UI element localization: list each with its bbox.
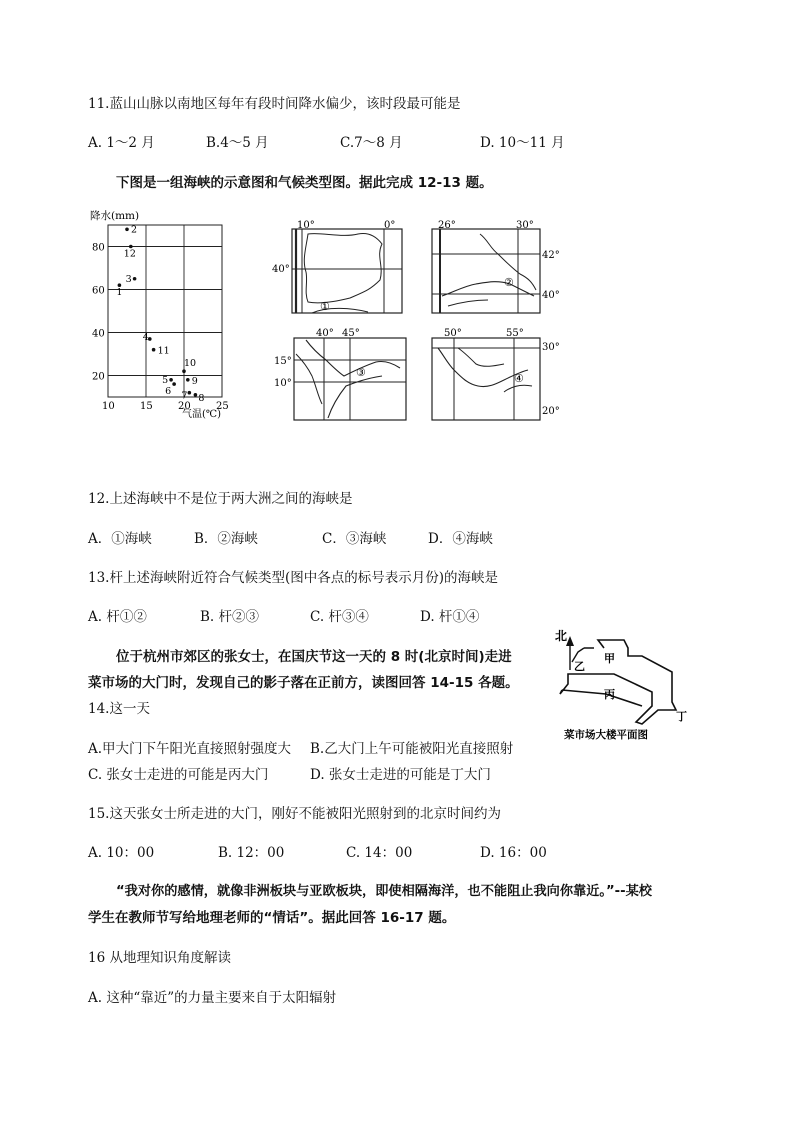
strait-map-4 xyxy=(418,324,568,424)
q13-option-c: C. 杆③④ xyxy=(310,609,369,625)
chart-point-label-8: 8 xyxy=(198,392,205,404)
intro-12-13: 下图是一组海峡的示意图和气候类型图。据此完成 12-13 题。 xyxy=(116,175,493,191)
label-ding: 丁 xyxy=(676,710,687,723)
q12-stem: 12.上述海峡中不是位于两大洲之间的海峡是 xyxy=(88,491,353,507)
map1-label-top-0: 10° xyxy=(297,220,315,231)
chart-point-label-3: 3 xyxy=(125,273,132,285)
q14-option-b: B.乙大门上午可能被阳光直接照射 xyxy=(310,741,514,757)
chart-x-tick-label: 15 xyxy=(140,401,153,412)
q16-stem: 16 从地理知识角度解读 xyxy=(88,950,231,966)
chart-point-label-4: 4 xyxy=(142,331,149,343)
map2-label-side-1: 40° xyxy=(542,290,560,301)
q13-option-d: D. 杆①④ xyxy=(420,609,480,625)
chart-point-month-11 xyxy=(152,348,156,352)
q15-stem: 15.这天张女士所走进的大门，刚好不能被阳光照射到的北京时间约为 xyxy=(88,806,501,822)
chart-point-month-5 xyxy=(169,378,173,382)
label-bing: 丙 xyxy=(604,688,615,701)
chart-ylabel: 降水(mm) xyxy=(90,210,140,222)
q15-option-c: C. 14：00 xyxy=(346,845,413,861)
q14-option-a: A.甲大门下午阳光直接照射强度大 xyxy=(88,741,292,757)
map3-marker: ③ xyxy=(356,366,366,379)
q15-option-d: D. 16：00 xyxy=(480,845,547,861)
chart-point-label-5: 5 xyxy=(162,374,169,386)
chart-point-month-7 xyxy=(188,391,192,395)
chart-x-tick-label: 20 xyxy=(178,401,191,412)
chart-point-label-9: 9 xyxy=(191,375,198,387)
intro-16-17-line1: “我对你的感情，就像非洲板块与亚欧板块，即使相隔海洋，也不能阻止我向你靠近。”--某校 xyxy=(116,884,652,899)
q11-stem: 11.蓝山山脉以南地区每年有段时间降水偏少，该时段最可能是 xyxy=(88,96,461,112)
map3-label-side-0: 15° xyxy=(274,356,292,367)
q14-option-d: D. 张女士走进的可能是丁大门 xyxy=(310,767,491,783)
chart-point-label-7: 7 xyxy=(181,390,188,402)
chart-point-label-11: 11 xyxy=(157,345,170,357)
map3-label-top-1: 45° xyxy=(342,328,360,339)
map3-label-top-0: 40° xyxy=(316,328,334,339)
chart-point-month-9 xyxy=(186,378,190,382)
chart-point-month-2 xyxy=(125,228,129,232)
chart-xlabel: 气温(℃) xyxy=(182,409,221,420)
q13-stem: 13.杆上述海峡附近符合气候类型(图中各点的标号表示月份)的海峡是 xyxy=(88,570,499,586)
strait-map-1 xyxy=(272,220,412,316)
map4-label-side-0: 30° xyxy=(542,342,560,353)
chart-y-tick-label: 60 xyxy=(92,285,105,297)
map4-label-top-0: 50° xyxy=(444,328,462,339)
chart-point-month-8 xyxy=(194,393,198,397)
chart-point-label-6: 6 xyxy=(165,386,172,398)
q11-option-b: B.4～5 月 xyxy=(206,135,269,151)
q11-option-d: D. 10～11 月 xyxy=(480,135,565,151)
chart-point-label-10: 10 xyxy=(184,358,197,370)
chart-point-month-10 xyxy=(182,369,186,373)
q11-option-a: A. 1～2 月 xyxy=(88,135,155,151)
intro-16-17-line2: 学生在教师节写给地理老师的“情话”。据此回答 16-17 题。 xyxy=(88,910,456,926)
chart-point-label-12: 12 xyxy=(123,248,136,260)
strait-map-2 xyxy=(418,220,568,316)
map4-label-top-1: 55° xyxy=(506,328,524,339)
chart-point-label-1: 1 xyxy=(116,287,123,299)
chart-y-tick-label: 40 xyxy=(92,328,105,340)
chart-y-tick-label: 20 xyxy=(92,371,105,383)
q15-option-a: A. 10：00 xyxy=(88,845,155,861)
q15-option-b: B. 12：00 xyxy=(218,845,285,861)
floor-plan-caption: 菜市场大楼平面图 xyxy=(564,729,648,741)
q16-option-a: A. 这种“靠近”的力量主要来自于太阳辐射 xyxy=(88,990,337,1006)
chart-y-tick-label: 80 xyxy=(92,242,105,254)
q12-option-b: B．②海峡 xyxy=(194,531,258,547)
q12-option-c: C．③海峡 xyxy=(322,531,387,547)
intro-14-15-line2: 菜市场的大门时，发现自己的影子落在正前方，读图回答 14-15 各题。 xyxy=(88,675,519,691)
q14-option-c: C. 张女士走进的可能是丙大门 xyxy=(88,767,269,783)
map2-marker: ② xyxy=(504,276,514,289)
label-jia: 甲 xyxy=(604,652,615,665)
north-label: 北 xyxy=(555,629,568,643)
q12-option-a: A．①海峡 xyxy=(88,531,152,547)
q14-stem: 14.这一天 xyxy=(88,701,150,717)
map1-marker: ① xyxy=(320,300,330,313)
strait-map-3 xyxy=(272,324,412,424)
map2-label-top-0: 26° xyxy=(438,220,456,231)
chart-x-tick-label: 25 xyxy=(216,401,229,412)
intro-14-15-line1: 位于杭州市郊区的张女士，在国庆节这一天的 8 时(北京时间)走进 xyxy=(116,649,512,665)
market-floor-plan xyxy=(548,622,696,744)
map2-label-side-0: 42° xyxy=(542,250,560,261)
map2-label-top-1: 30° xyxy=(516,220,534,231)
map4-marker: ④ xyxy=(514,372,524,385)
chart-point-month-3 xyxy=(133,277,137,281)
chart-point-month-6 xyxy=(172,382,176,386)
chart-point-label-2: 2 xyxy=(131,224,138,236)
map4-label-side-1: 20° xyxy=(542,406,560,417)
map1-label-side-0: 40° xyxy=(272,264,290,275)
climate-scatter-chart xyxy=(84,205,254,423)
q11-option-c: C.7～8 月 xyxy=(340,135,403,151)
q13-option-a: A. 杆①② xyxy=(88,609,147,625)
q13-option-b: B. 杆②③ xyxy=(200,609,260,625)
map1-label-top-1: 0° xyxy=(384,220,396,231)
map3-label-side-1: 10° xyxy=(274,378,292,389)
north-arrow-head xyxy=(566,636,574,646)
q12-option-d: D．④海峡 xyxy=(428,531,493,547)
chart-x-tick-label: 10 xyxy=(102,401,115,412)
label-yi: 乙 xyxy=(574,660,585,673)
